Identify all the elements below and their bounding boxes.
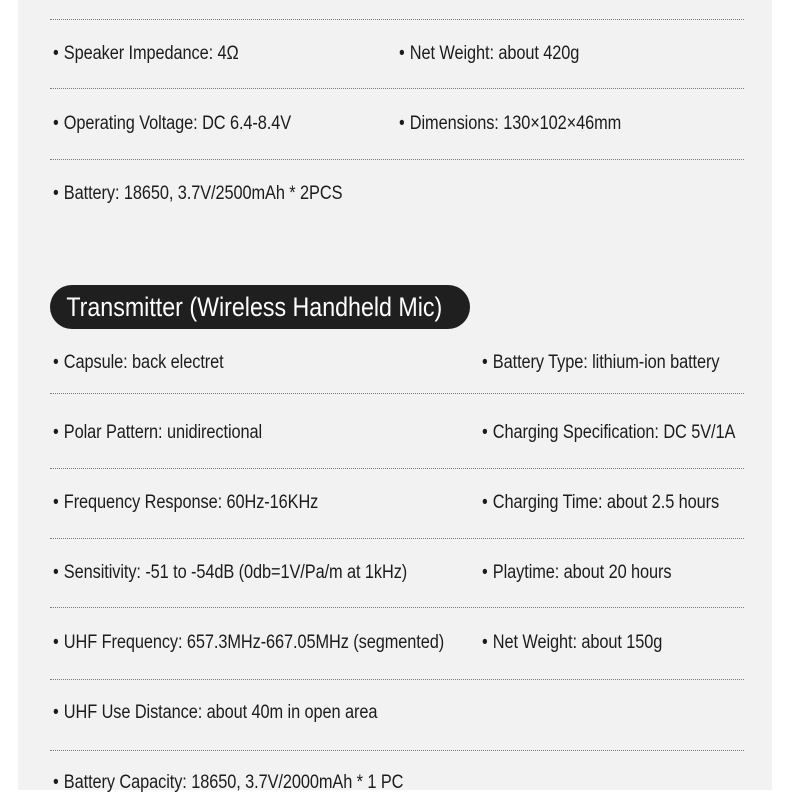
spec-battery-type: • Battery Type: lithium-ion battery: [482, 352, 720, 373]
divider: [50, 468, 744, 469]
divider: [50, 88, 744, 89]
divider: [50, 750, 744, 751]
spec-uhf-frequency: • UHF Frequency: 657.3MHz-667.05MHz (segmented): [53, 632, 445, 653]
spec-playtime: • Playtime: about 20 hours: [482, 562, 672, 583]
divider: [50, 393, 744, 394]
spec-battery-receiver: • Battery: 18650, 3.7V/2500mAh * 2PCS: [53, 183, 343, 204]
spec-battery-capacity: • Battery Capacity: 18650, 3.7V/2000mAh * 1 PC: [53, 772, 404, 793]
spec-frequency-response: • Frequency Response: 60Hz-16KHz: [53, 492, 319, 513]
divider: [50, 607, 744, 608]
divider: [50, 159, 744, 160]
spec-speaker-impedance: • Speaker Impedance: 4Ω: [53, 43, 239, 64]
spec-sensitivity: • Sensitivity: -51 to -54dB (0db=1V/Pa/m at 1kHz): [53, 562, 408, 583]
spec-charging-specification: • Charging Specification: DC 5V/1A: [482, 422, 736, 443]
divider: [50, 679, 744, 680]
spec-net-weight-receiver: • Net Weight: about 420g: [399, 43, 580, 64]
spec-uhf-use-distance: • UHF Use Distance: about 40m in open area: [53, 702, 378, 723]
spec-charging-time: • Charging Time: about 2.5 hours: [482, 492, 720, 513]
divider: [50, 19, 744, 20]
spec-dimensions: • Dimensions: 130×102×46mm: [399, 113, 622, 134]
spec-capsule: • Capsule: back electret: [53, 352, 224, 373]
spec-operating-voltage: • Operating Voltage: DC 6.4-8.4V: [53, 113, 292, 134]
spec-net-weight-transmitter: • Net Weight: about 150g: [482, 632, 663, 653]
spec-polar-pattern: • Polar Pattern: unidirectional: [53, 422, 263, 443]
section-heading-transmitter: Transmitter (Wireless Handheld Mic): [50, 285, 470, 329]
divider: [50, 538, 744, 539]
